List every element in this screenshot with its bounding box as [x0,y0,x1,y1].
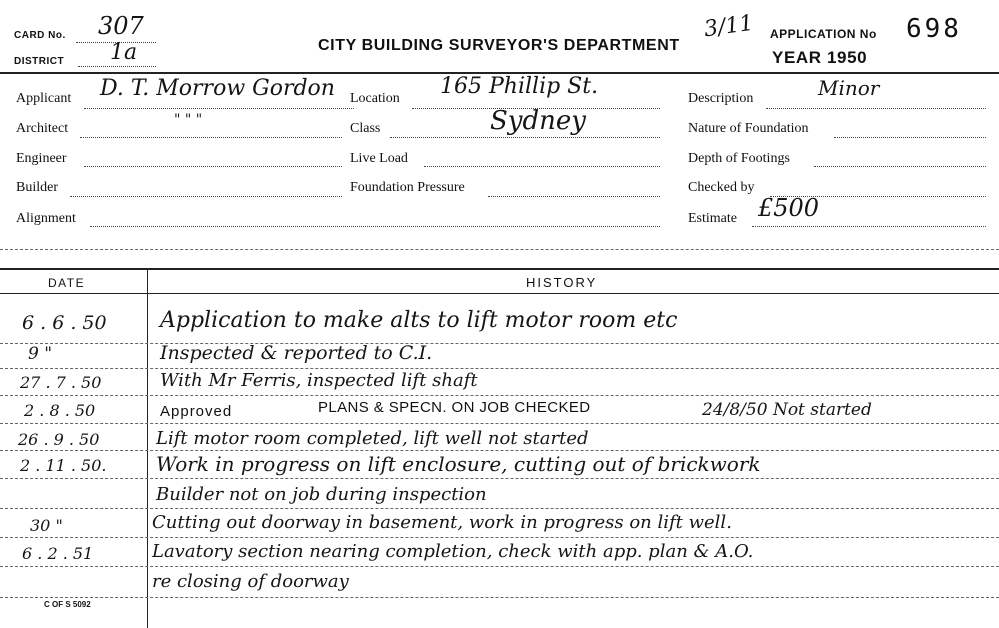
history-entry: Inspected & reported to C.I. [160,342,433,364]
department-title: CITY BUILDING SURVEYOR'S DEPARTMENT [318,37,680,54]
date-column-header: DATE [48,276,86,290]
history-entry: Cutting out doorway in basement, work in progress on lift well. [152,512,732,533]
form-code: C OF S 5092 [44,600,91,609]
live-load-line [424,166,660,167]
history-entry: Approved [160,403,233,420]
row-rule [0,450,999,451]
history-entry: Work in progress on lift enclosure, cutting out of brickwork [156,452,761,476]
depth-of-footings-label: Depth of Footings [688,151,790,166]
estimate-line [752,226,986,227]
history-date: 9 " [28,344,53,364]
history-date: 2 . 8 . 50 [24,401,96,420]
history-date: 6 . 6 . 50 [22,312,107,334]
row-rule [0,597,999,598]
location-value: 165 Phillip St. [440,74,599,99]
history-date: 2 . 11 . 50. [20,456,107,475]
row-rule [0,395,999,396]
row-rule [0,368,999,369]
history-header-rule [0,293,999,294]
row-rule [0,478,999,479]
alignment-line [90,226,660,227]
nature-of-foundation-label: Nature of Foundation [688,121,809,136]
history-column-header: HISTORY [526,275,598,290]
engineer-label: Engineer [16,151,67,166]
estimate-label: Estimate [688,211,737,226]
builder-line [70,196,342,197]
architect-line [80,137,342,138]
history-entry: With Mr Ferris, inspected lift shaft [160,370,478,391]
location-label: Location [350,91,400,106]
nature-of-foundation-line [834,137,986,138]
card-no-value: 307 [98,12,144,40]
district-line [78,66,156,67]
application-label: APPLICATION No [770,27,877,41]
foundation-pressure-label: Foundation Pressure [350,180,465,195]
live-load-label: Live Load [350,151,408,166]
history-top-rule [0,268,999,270]
card-no-label: CARD No. [14,30,66,41]
applicant-line [84,108,354,109]
date-column-divider [147,268,148,628]
class-value: Sydney [490,106,586,136]
history-date: 27 . 7 . 50 [20,373,102,392]
foundation-pressure-line [488,196,660,197]
class-line [390,137,660,138]
history-date: 26 . 9 . 50 [18,430,100,449]
checked-by-label: Checked by [688,180,755,195]
history-entry: re closing of doorway [152,571,349,592]
history-date: 6 . 2 . 51 [22,544,94,563]
district-label: DISTRICT [14,56,65,67]
depth-of-footings-line [814,166,986,167]
year-label: YEAR 1950 [772,48,868,67]
stamp-note: 3/11 [702,10,755,43]
applicant-label: Applicant [16,91,72,106]
description-line [766,108,986,109]
alignment-label: Alignment [16,211,76,226]
builder-label: Builder [16,180,58,195]
description-value: Minor [818,76,880,100]
row-rule [0,537,999,538]
application-value: 698 [906,14,962,44]
class-label: Class [350,121,381,136]
row-rule [0,423,999,424]
plans-checked-stamp: PLANS & SPECN. ON JOB CHECKED [318,399,591,416]
district-value: 1a [110,40,138,65]
history-date: 30 " [30,516,63,535]
history-entry: Application to make alts to lift motor room etc [160,308,678,333]
applicant-value: D. T. Morrow Gordon [100,76,335,101]
row-rule [0,508,999,509]
architect-label: Architect [16,121,69,136]
architect-value: " " " [174,112,203,128]
history-entry: Builder not on job during inspection [156,484,487,505]
row-rule [0,343,999,344]
history-entry-extra: 24/8/50 Not started [702,400,872,420]
history-entry: Lift motor room completed, lift well not started [156,428,589,449]
history-entry: Lavatory section nearing completion, check with app. plan & A.O. [152,541,754,562]
row-rule [0,566,999,567]
estimate-value: £500 [758,194,820,222]
section-divider [0,249,999,250]
engineer-line [84,166,342,167]
description-label: Description [688,91,754,106]
